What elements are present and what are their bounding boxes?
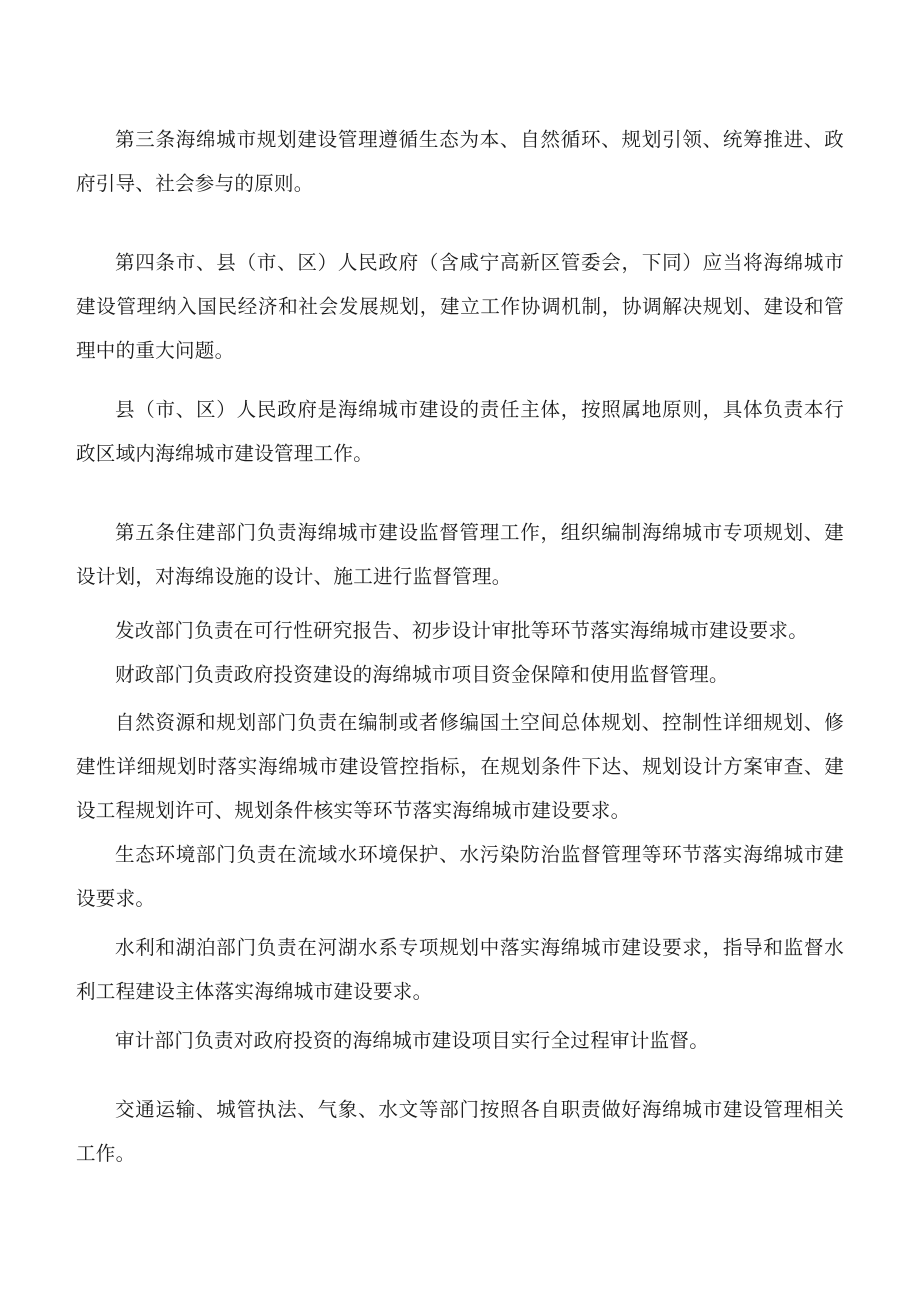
- paragraph-natural-resources: 自然资源和规划部门负责在编制或者修编国土空间总体规划、控制性详细规划、修建性详细规划时落实海绵城市建设管控指标，在规划条件下达、规划设计方案审查、建设工程规划许可、规划条件核实等环节落实海绵城市建设要求。: [76, 711, 844, 822]
- paragraph-article-3: 第三条海绵城市规划建设管理遵循生态为本、自然循环、规划引领、统筹推进、政府引导、社会参与的原则。: [76, 128, 844, 195]
- paragraph-other-departments: 交通运输、城管执法、气象、水文等部门按照各自职责做好海绵城市建设管理相关工作。: [76, 1098, 844, 1165]
- paragraph-water-resources: 水利和湖泊部门负责在河湖水系专项规划中落实海绵城市建设要求，指导和监督水利工程建设主体落实海绵城市建设要求。: [76, 936, 844, 1003]
- paragraph-article-5: 第五条住建部门负责海绵城市建设监督管理工作，组织编制海绵城市专项规划、建设计划，对海绵设施的设计、施工进行监督管理。: [76, 521, 844, 588]
- paragraph-ecology-environment: 生态环境部门负责在流域水环境保护、水污染防治监督管理等环节落实海绵城市建设要求。: [76, 843, 844, 910]
- paragraph-development-reform: 发改部门负责在可行性研究报告、初步设计审批等环节落实海绵城市建设要求。: [115, 619, 809, 642]
- paragraph-finance: 财政部门负责政府投资建设的海绵城市项目资金保障和使用监督管理。: [115, 663, 729, 686]
- paragraph-county-responsibility: 县（市、区）人民政府是海绵城市建设的责任主体，按照属地原则，具体负责本行政区域内海绵城市建设管理工作。: [76, 398, 844, 465]
- paragraph-article-4: 第四条市、县（市、区）人民政府（含咸宁高新区管委会，下同）应当将海绵城市建设管理纳入国民经济和社会发展规划，建立工作协调机制，协调解决规划、建设和管理中的重大问题。: [76, 251, 844, 362]
- paragraph-audit: 审计部门负责对政府投资的海绵城市建设项目实行全过程审计监督。: [115, 1029, 710, 1052]
